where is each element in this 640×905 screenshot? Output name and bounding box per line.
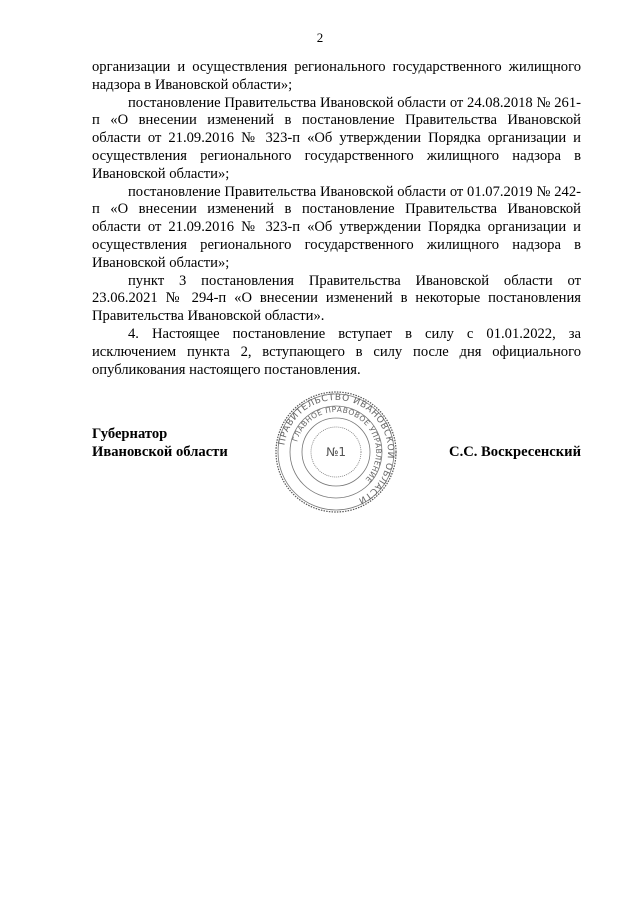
paragraph-4: пункт 3 постановления Правительства Ивановской области от 23.06.2021 № 294-п «О внесении изменений в некоторые постановления Правительства Ивановской области». (92, 272, 581, 325)
seal-outer-text: ПРАВИТЕЛЬСТВО ИВАНОВСКОЙ ОБЛАСТИ (277, 392, 396, 506)
signer-name: С.С. Воскресенский (449, 444, 581, 460)
seal-inner-text: ГЛАВНОЕ ПРАВОВОЕ УПРАВЛЕНИЕ (290, 404, 384, 485)
seal-center-number: №1 (325, 445, 347, 459)
paragraph-1: организации и осуществления регионального государственного жилищного надзора в Ивановской области»; (92, 59, 581, 93)
paragraph-5: 4. Настоящее постановление вступает в силу с 01.01.2022, за исключением пункта 2, вступающего в силу после дня официального опубликования настоящего постановления. (92, 325, 581, 378)
page-number: 2 (316, 30, 324, 45)
official-seal (274, 390, 398, 514)
document-body (92, 59, 581, 379)
paragraph-3: постановление Правительства Ивановской области от 01.07.2019 № 242-п «О внесении изменений в постановление Правительства Ивановской области от 21.09.2016 № 323-п «Об утверждении Порядка организации и осуществления регионального государственного жилищного надзора в Ивановской области»; (92, 183, 581, 271)
paragraph-2: постановление Правительства Ивановской области от 24.08.2018 № 261-п «О внесении изменений в постановление Правительства Ивановской области от 21.09.2016 № 323-п «Об утверждении Порядка организации и осуществления регионального государственного жилищного надзора в Ивановской области»; (92, 94, 581, 182)
signer-title-line-2: Ивановской области (92, 444, 228, 460)
signer-title-line-1: Губернатор (92, 426, 168, 442)
signer-title (92, 425, 228, 461)
